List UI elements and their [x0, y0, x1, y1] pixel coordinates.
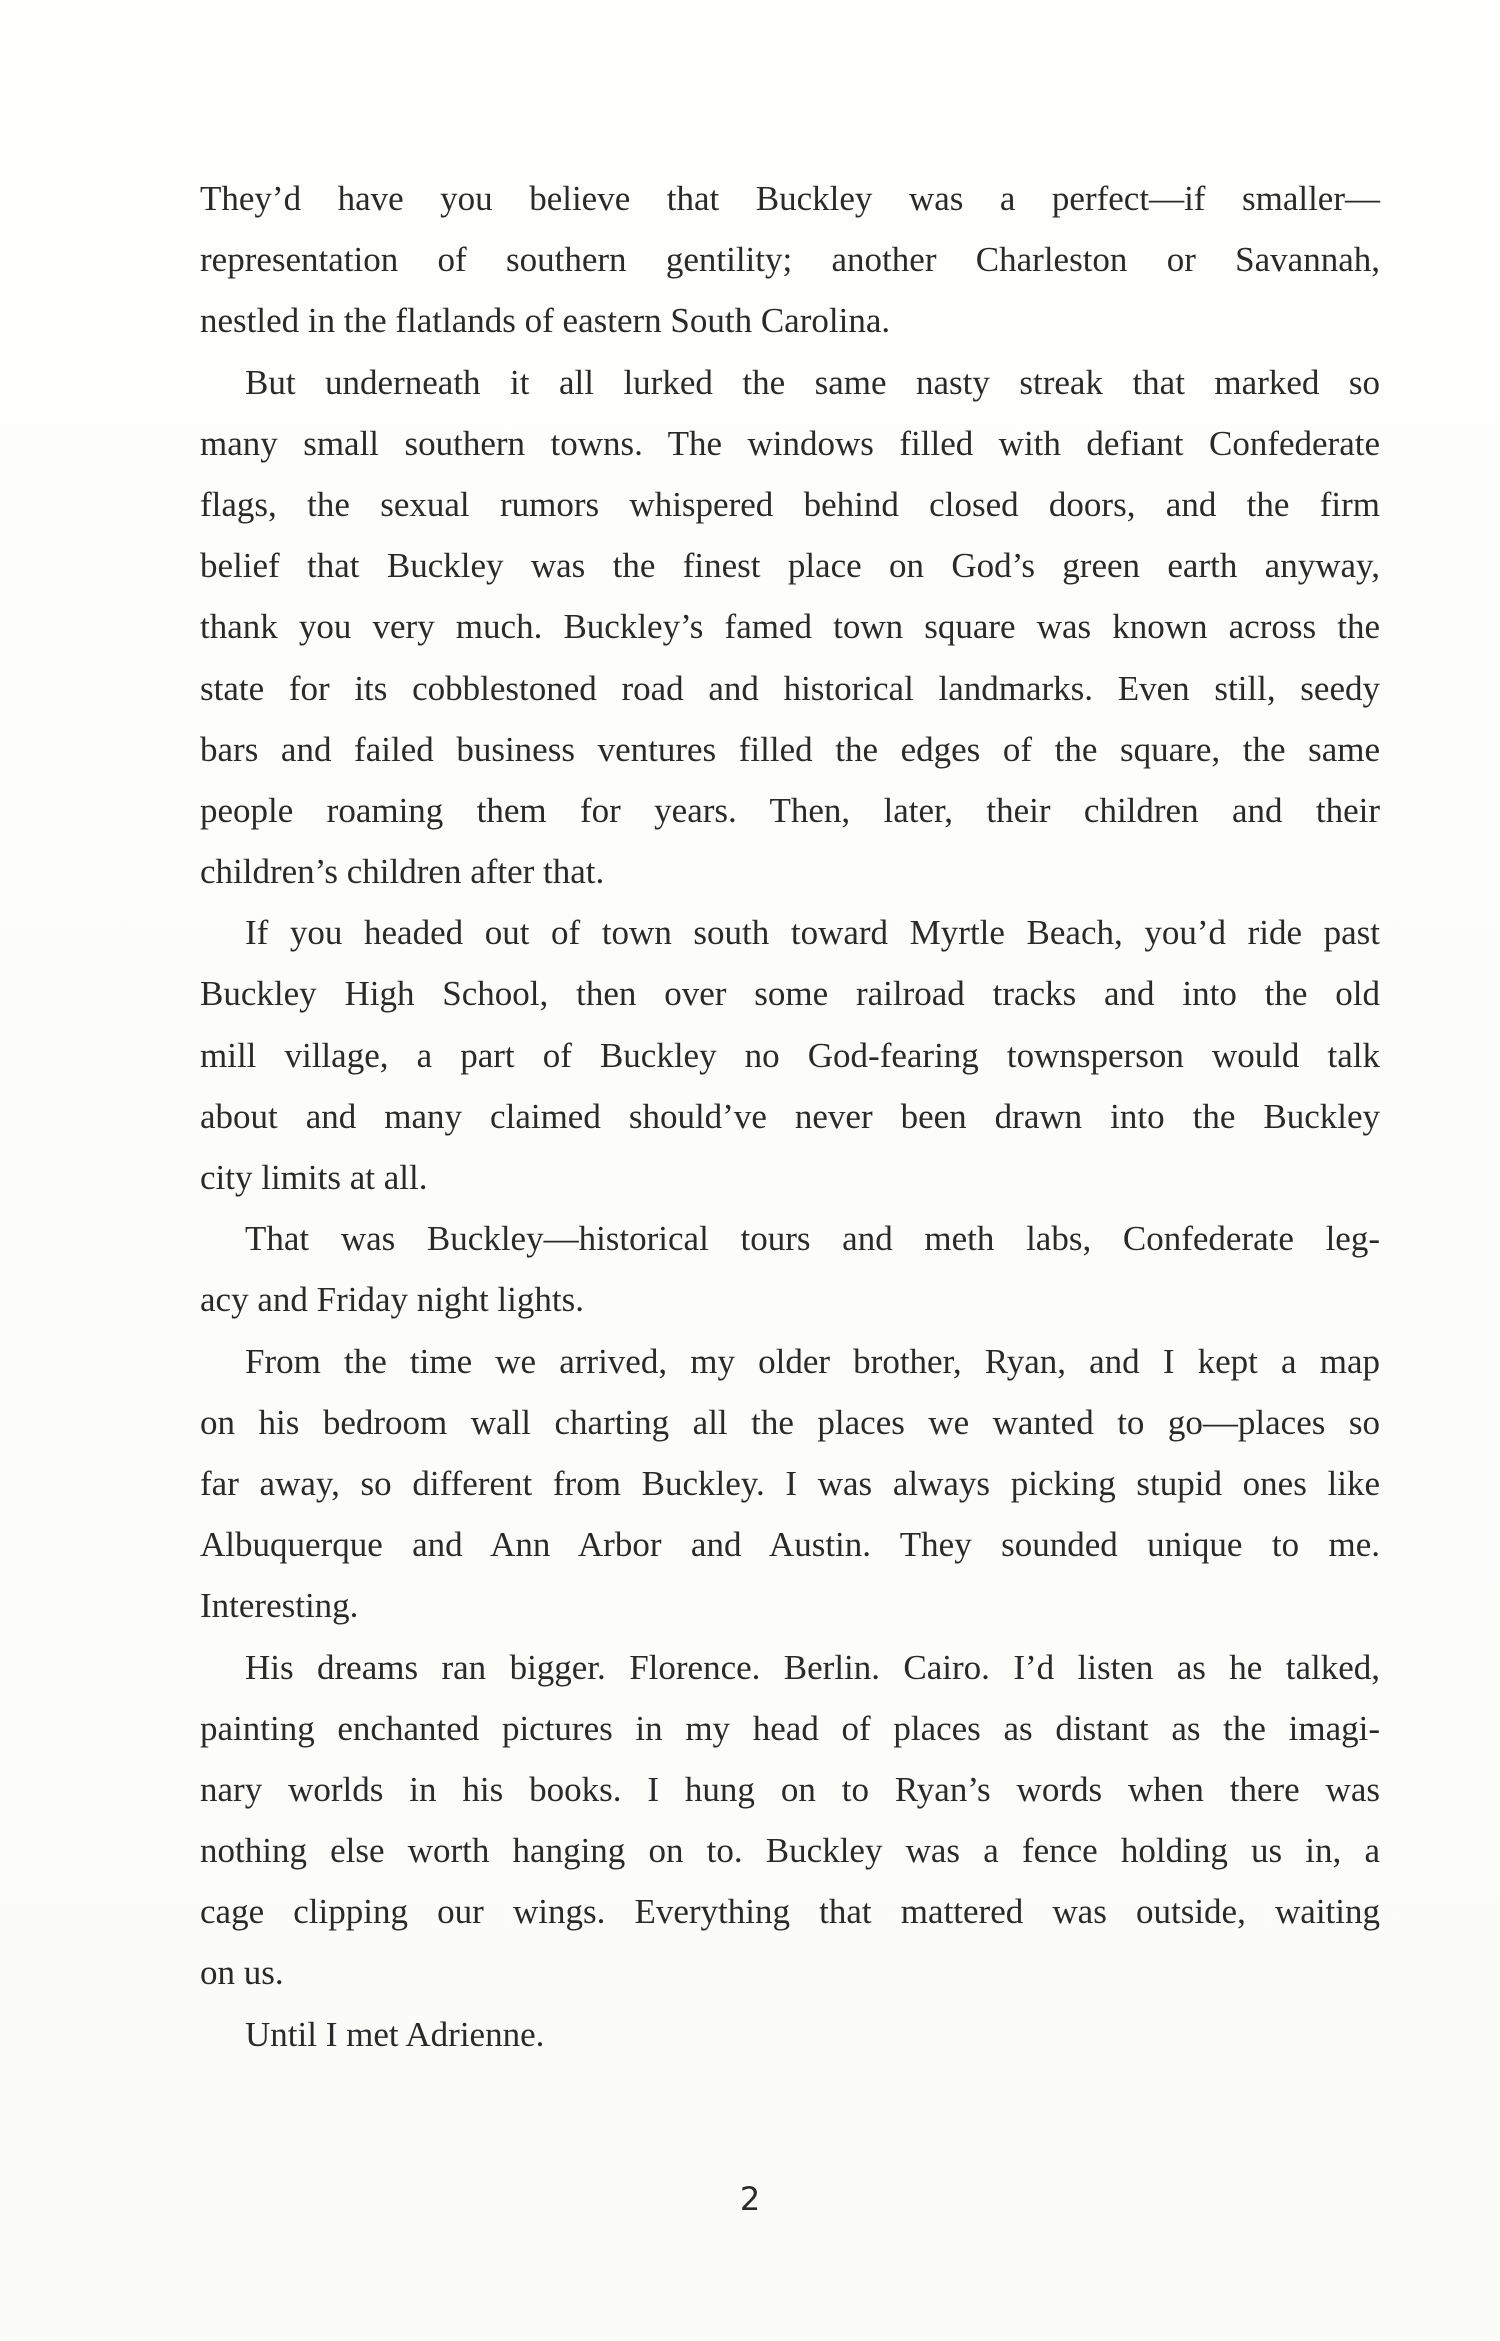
text-line: far away, so different from Buckley. I was always picking stupid ones like — [200, 1463, 1380, 1503]
text-line: But underneath it all lurked the same nasty streak that marked so — [245, 362, 1380, 402]
text-line: city limits at all. — [200, 1158, 428, 1197]
text-line: representation of southern gentility; another Charleston or Savannah, — [200, 240, 1380, 280]
text-line: flags, the sexual rumors whispered behind closed doors, and the firm — [200, 484, 1380, 524]
text-line: about and many claimed should’ve never been drawn into the Buckley — [200, 1096, 1380, 1136]
paragraph — [200, 1637, 1380, 2004]
text-line: If you headed out of town south toward Myrtle Beach, you’d ride past — [245, 913, 1380, 953]
text-line: acy and Friday night lights. — [200, 1280, 584, 1320]
text-line: nary worlds in his books. I hung on to Ryan’s words when there was — [200, 1769, 1380, 1809]
text-line: cage clipping our wings. Everything that mattered was outside, waiting — [200, 1892, 1380, 1932]
paragraph — [200, 1208, 1380, 1330]
text-line: many small southern towns. The windows filled with defiant Confederate — [200, 423, 1380, 463]
paragraph — [200, 168, 1380, 352]
text-line: bars and failed business ventures filled the edges of the square, the same — [200, 729, 1380, 769]
text-line: His dreams ran bigger. Florence. Berlin. Cairo. I’d listen as he talked, — [245, 1647, 1380, 1687]
text-line: From the time we arrived, my older brother, Ryan, and I kept a map — [245, 1341, 1380, 1381]
text-line: thank you very much. Buckley’s famed town square was known across the — [200, 607, 1380, 647]
text-line: Albuquerque and Ann Arbor and Austin. They sounded unique to me. — [200, 1525, 1380, 1565]
paragraph — [200, 352, 1380, 903]
paragraph — [200, 2004, 1380, 2065]
text-line: Interesting. — [200, 1586, 359, 1626]
text-line: Buckley High School, then over some railroad tracks and into the old — [200, 974, 1380, 1014]
text-line: Until I met Adrienne. — [245, 2014, 545, 2054]
text-line: nestled in the flatlands of eastern South Carolina. — [200, 301, 891, 341]
body-text — [200, 168, 1380, 2065]
text-line: painting enchanted pictures in my head of places as distant as the imagi- — [200, 1708, 1380, 1748]
text-line: on his bedroom wall charting all the places we wanted to go—places so — [200, 1402, 1380, 1442]
text-line: state for its cobblestoned road and historical landmarks. Even still, seedy — [200, 668, 1380, 708]
text-line: nothing else worth hanging on to. Buckley was a fence holding us in, a — [200, 1831, 1380, 1871]
text-line: That was Buckley—historical tours and meth labs, Confederate leg- — [245, 1219, 1380, 1259]
text-line: belief that Buckley was the finest place on God’s green earth anyway, — [200, 546, 1380, 586]
page-number: 2 — [739, 2180, 761, 2218]
paragraph — [200, 1331, 1380, 1637]
text-line: children’s children after that. — [200, 852, 605, 892]
text-line: people roaming them for years. Then, later, their children and their — [200, 790, 1380, 830]
text-line: on us. — [200, 1953, 284, 1993]
paragraph — [200, 902, 1380, 1208]
text-line: They’d have you believe that Buckley was a perfect—if smaller— — [200, 179, 1380, 218]
text-line: mill village, a part of Buckley no God-fearing townsperson would talk — [200, 1035, 1380, 1075]
